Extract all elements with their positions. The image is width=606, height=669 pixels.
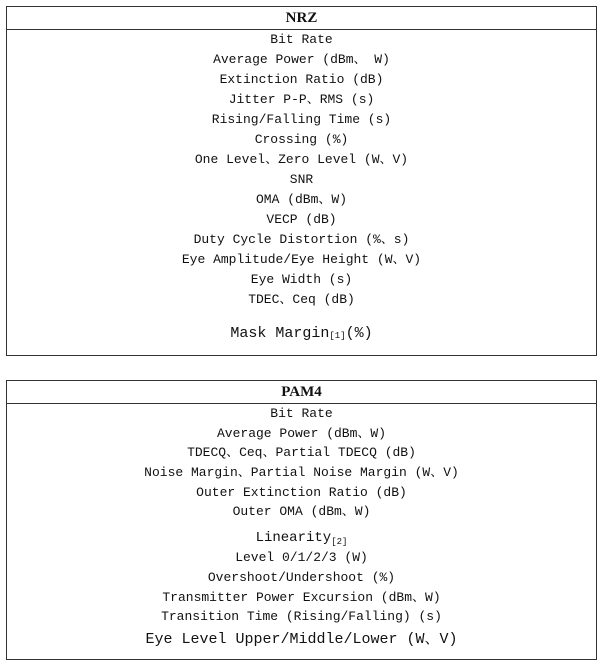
pam4-row-outer-oma: Outer OMA (dBm、W) [232, 504, 371, 520]
mask-margin-label: Mask Margin [230, 325, 330, 342]
nrz-row-average-power: Average Power (dBm、 W) [213, 52, 390, 67]
nrz-row-eye-amplitude-height: Eye Amplitude/Eye Height (W、V) [181, 252, 422, 267]
pam4-row-power-excursion: Transmitter Power Excursion (dBm、W) [162, 589, 441, 605]
mask-margin-unit: (%) [345, 325, 373, 342]
pam4-parameter-list [7, 404, 596, 651]
linearity-label: Linearity [255, 530, 332, 547]
nrz-parameter-table [6, 6, 597, 356]
nrz-parameter-list [7, 30, 596, 354]
nrz-row-rise-fall-time: Rising/Falling Time (s) [211, 112, 392, 127]
pam4-row-transition-time: Transition Time (Rising/Falling) (s) [161, 609, 442, 625]
pam4-row-eye-level: Eye Level Upper/Middle/Lower (W、V) [145, 630, 458, 648]
nrz-row-jitter: Jitter P-P、RMS (s) [228, 92, 375, 107]
nrz-row-crossing: Crossing (%) [254, 132, 349, 147]
nrz-row-snr: SNR [289, 172, 314, 187]
nrz-row-mask-margin [7, 310, 596, 354]
pam4-row-overshoot-undershoot: Overshoot/Undershoot (%) [207, 569, 396, 585]
nrz-row-eye-width: Eye Width (s) [250, 272, 353, 287]
pam4-row-tdecq: TDECQ、Ceq、Partial TDECQ (dB) [187, 445, 416, 461]
pam4-row-levels: Level 0/1/2/3 (W) [235, 550, 368, 566]
nrz-table-title: NRZ [7, 7, 596, 30]
nrz-row-duty-cycle-distortion: Duty Cycle Distortion (%、s) [193, 232, 410, 247]
pam4-row-linearity [7, 522, 596, 548]
pam4-row-outer-extinction-ratio: Outer Extinction Ratio (dB) [196, 484, 407, 500]
pam4-table-title: PAM4 [7, 381, 596, 404]
nrz-row-vecp: VECP (dB) [266, 212, 337, 227]
nrz-row-tdec-ceq: TDEC、Ceq (dB) [248, 292, 355, 307]
linearity-footnote: [2] [331, 537, 348, 548]
pam4-row-noise-margin: Noise Margin、Partial Noise Margin (W、V) [144, 465, 459, 481]
nrz-row-bit-rate: Bit Rate [270, 32, 333, 47]
pam4-row-bit-rate: Bit Rate [270, 406, 333, 421]
mask-margin-footnote: [1] [329, 331, 346, 341]
pam4-row-average-power: Average Power (dBm、W) [216, 425, 387, 441]
pam4-parameter-table [6, 380, 597, 660]
nrz-row-extinction-ratio: Extinction Ratio (dB) [219, 72, 384, 87]
nrz-row-one-zero-level: One Level、Zero Level (W、V) [194, 152, 409, 167]
nrz-row-oma: OMA (dBm、W) [255, 192, 347, 207]
